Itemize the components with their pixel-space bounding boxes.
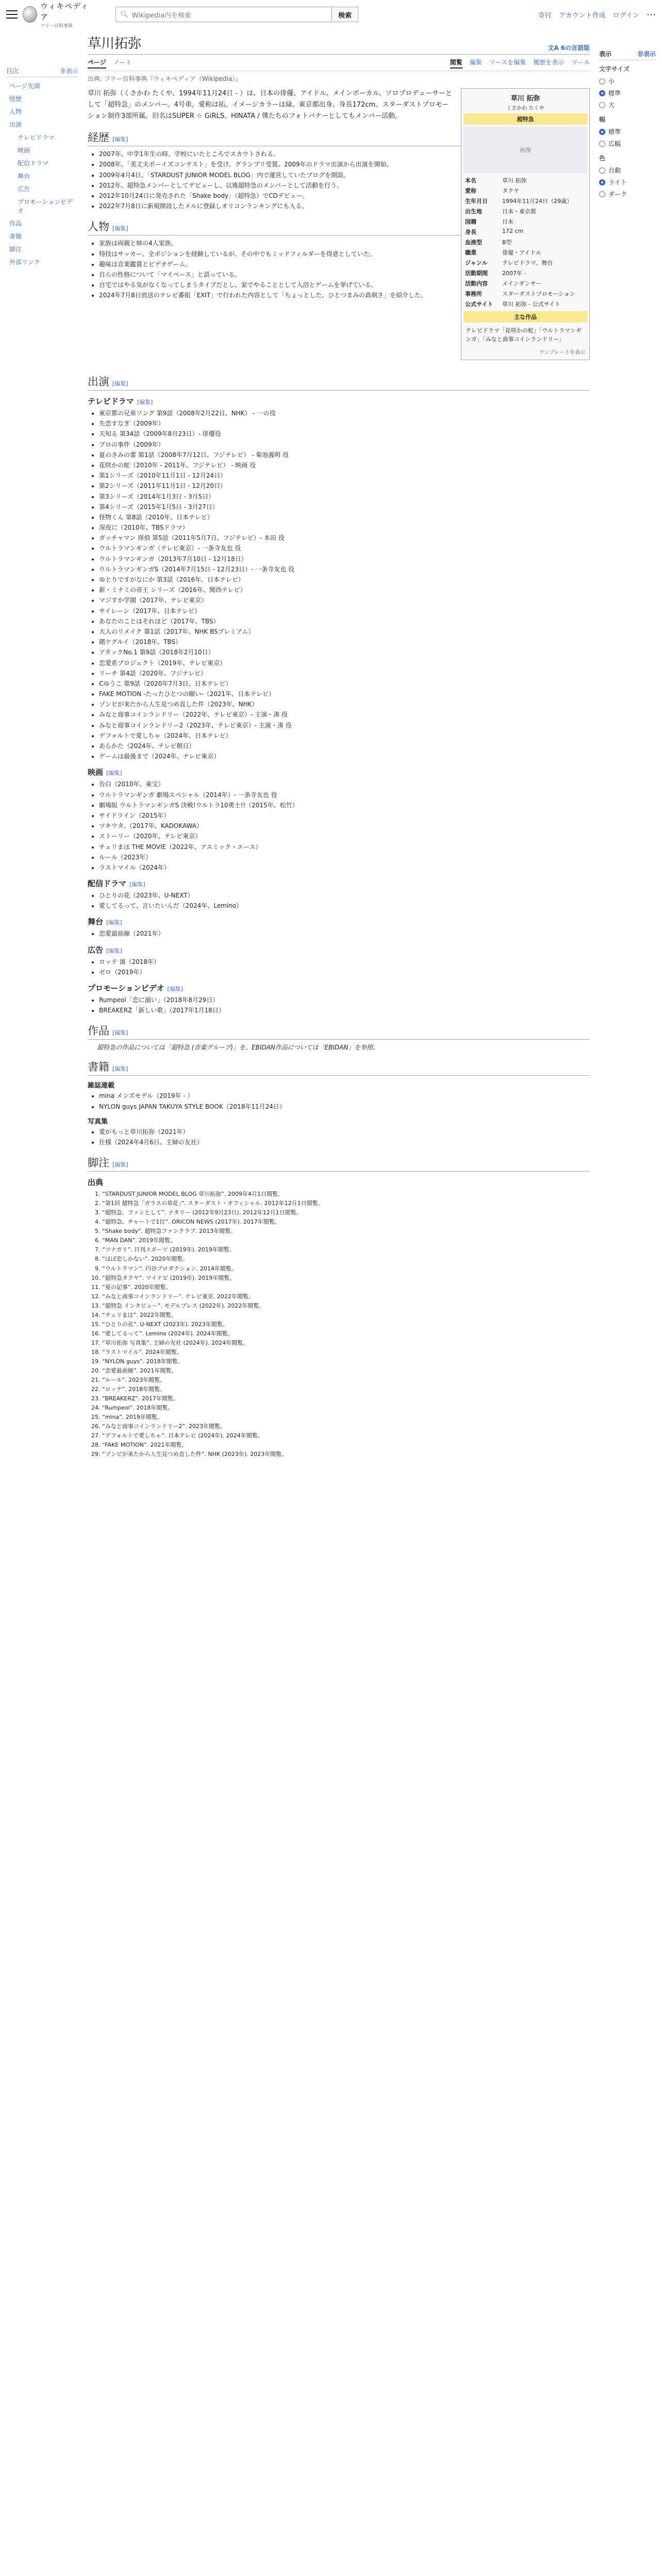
section-notes-heading: 脚注 [編集]	[88, 1155, 590, 1172]
list-item: • 2008年、「美丈夫ボーイズコンテスト」を受け、グランプリ受賞。2009年のドラマ出演から出演を開始。	[99, 160, 590, 170]
list-item: • アタックNo.1 第9話（2018年2月10日）	[99, 648, 590, 657]
reference-item: 20. “恋愛最前線”. 2021年閲覧。	[102, 1366, 590, 1375]
toc-label: 目次	[6, 67, 19, 75]
list-item: • あらかた（2024年、テレビ朝日）	[99, 741, 590, 751]
list-item: • みなと商事コインランドリー（2022年、テレビ東京）- 主演・湊 役	[99, 710, 590, 720]
reference-item: 7. “ツナガリ”. 日刊スポーツ (2019年). 2019年閲覧。	[102, 1245, 590, 1254]
list-item: • 第2シリーズ（2011年11月1日 - 12月20日）	[99, 481, 590, 491]
stream-heading-text: 配信ドラマ	[88, 879, 127, 889]
list-item: • 大人のリメイク 第1話（2017年、NHK BSプレミアム）	[99, 627, 590, 637]
appearance-hide-button[interactable]: 非表示	[637, 50, 656, 58]
list-item: • ストーリー（2020年、テレビ東京）	[99, 832, 590, 841]
works-hatnote: 超特急の作品については「超特急 (音楽グループ)」を、EBIDAN作品については「EBIDAN」を参照。	[97, 1044, 379, 1052]
infobox-image: 画像	[464, 127, 587, 173]
list-item: • デフォルトで愛しちゃ（2024年、日本テレビ）	[99, 731, 590, 741]
list-item: • 仕様（2024年4月6日、主婦の友社）	[99, 1138, 590, 1147]
tab-page[interactable]: ページ	[88, 58, 106, 69]
reference-item: 26. “みなと商事コインランドリー2”. 2023年閲覧。	[102, 1422, 590, 1431]
infobox-value: 俳優・アイドル	[502, 249, 542, 256]
infobox-value: 草川 拓弥	[502, 177, 527, 184]
infobox-row	[464, 299, 587, 309]
toc-item-books[interactable]: 書籍	[9, 233, 22, 240]
infobox-value: タクヤ	[502, 188, 519, 194]
list-item: • Cゆうこ 第9話（2020年7月3日、日本テレビ）	[99, 679, 590, 689]
reference-item: 17. “草川拓弥 写真集”. 主婦の友社 (2024年). 2024年閲覧。	[102, 1338, 590, 1347]
reference-item: 13. “超特急 インタビュー”. モデルプレス (2022年). 2022年閲覧。	[102, 1301, 590, 1310]
list-item: • マジすか学園（2017年、テレビ東京）	[99, 596, 590, 605]
reference-item: 15. “ひとりの花”. U-NEXT (2023年). 2023年閲覧。	[102, 1320, 590, 1329]
list-item: • 第3シリーズ（2014年1月3日 - 3月5日）	[99, 492, 590, 502]
infobox-key: 本名	[465, 177, 476, 184]
list-item: • リーチ 第4話（2020年、フジテレビ）	[99, 669, 590, 679]
list-item: • ウルトラマンギンガ（テレビ東京）- 一条寺友也 役	[99, 544, 590, 553]
reference-item: 29. “ゾンビが来たから人生見つめ直した件”. NHK (2023年). 2023年閲覧。	[102, 1450, 590, 1459]
wikipedia-globe-icon	[23, 6, 37, 23]
list-item: • 2022年7月8日に新規開設したメルに登録しオリコンランキングにも入る。	[99, 201, 590, 211]
infobox-key: 愛称	[465, 188, 476, 194]
reference-item: 18. “ラストマイル”. 2024年閲覧。	[102, 1348, 590, 1357]
reference-item: 24. “Rumpeol”. 2018年閲覧。	[102, 1403, 590, 1412]
stage-heading-text: 舞台	[88, 917, 104, 927]
infobox	[461, 88, 590, 360]
list-item: • ゆとりですがなにか 第3話（2016年、日本テレビ）	[99, 575, 590, 585]
list-item: • 夏のきみの蕾 第1話（2008年7月12日、フジテレビ） - 菊池義明 役	[99, 450, 590, 460]
list-item: • みなと商事コインランドリー2（2023年、テレビ東京）- 主演・湊 役	[99, 721, 590, 731]
list-item: • ウルトラマンギンガ 劇場スペシャル（2014年）- 一条寺友也 役	[99, 790, 590, 800]
photobook-list	[88, 1127, 590, 1147]
appearance-panel	[599, 29, 656, 1459]
infobox-key: 活動内容	[465, 280, 488, 287]
list-item: • 東京都の兄弟ソング 第9話（2008年2月22日、NHK） - 一の役	[99, 409, 590, 418]
works-heading-text: 作品	[88, 1025, 109, 1038]
list-item: • チェリまほ THE MOVIE（2022年、アスミック・エース）	[99, 842, 590, 852]
section-appearances-heading: 出演 [編集]	[88, 374, 590, 391]
edit-movie-link[interactable]: 編集	[108, 770, 120, 777]
tab-read[interactable]: 閲覧	[450, 58, 462, 69]
appearances-heading-text: 出演	[88, 376, 109, 388]
toc-item-ad[interactable]: 広告	[18, 185, 30, 193]
reference-item: 21. “ルール”. 2023年閲覧。	[102, 1376, 590, 1384]
toc-item-stream[interactable]: 配信ドラマ	[18, 160, 49, 167]
page-title: 草川拓弥	[88, 36, 142, 52]
toc-item-pv[interactable]: プロモーションビデオ	[18, 198, 73, 214]
refs-sub-heading: 出典	[88, 1178, 104, 1188]
notes-heading-text: 脚注	[88, 1157, 109, 1170]
text-size-standard-label: 標準	[608, 90, 621, 97]
list-item: • 失恋すなぎ（2009年）	[99, 419, 590, 429]
lead-paragraph: 草川 拓弥（くさかわ たくや、1994年11月24日 - ）は、日本の俳優、アイドル。メインボーカル、ソロプロデューサーとして「超特急」のメンバー。4号車。愛称は拓。イメージカラーは緑。東京都出身。身長172cm。スターダストプロモーション制作3部所属。旧名はSUPER ☆ GiRLS、HINATA / 僕たちのフォトバナーとしてもメンバー活動。	[88, 90, 452, 121]
ad-list	[88, 957, 590, 977]
translate-icon: 文A	[548, 44, 559, 52]
reference-item: 6. “MAN DAN”. 2019年閲覧。	[102, 1236, 590, 1245]
infobox-key: 血液型	[465, 239, 482, 246]
list-item: • ツキウタ。（2017年、KADOKAWA）	[99, 821, 590, 831]
site-header	[0, 0, 662, 29]
section-ad-heading: 広告 [編集]	[88, 945, 122, 955]
books-sub-heading: 雑誌連載	[88, 1082, 115, 1090]
reference-item: 16. “愛してるって”. Lemino (2024年). 2024年閲覧。	[102, 1329, 590, 1338]
infobox-key: 事務所	[465, 291, 482, 297]
reference-item: 1. “STARDUST JUNIOR MODEL BLOG 草川拓弥”. 2009年4月1日閲覧。	[102, 1190, 590, 1198]
list-item: • 2012年、超特急メンバーとしてデビューし、以後超特急のメンバーとして活動を行う。	[99, 181, 590, 191]
reference-item: 10. “超特急タクヤ”. マイナビ (2019年). 2019年閲覧。	[102, 1274, 590, 1282]
width-wide-label: 広幅	[608, 140, 621, 147]
movie-list	[88, 779, 590, 873]
text-size-large[interactable]	[599, 99, 656, 111]
infobox-row	[464, 206, 587, 216]
books-heading-text: 書籍	[88, 1061, 109, 1074]
infobox-value: 日本・東京都	[502, 208, 536, 215]
list-item: • 愛してるって、言いたいんだ（2024年、Lemino）	[99, 901, 590, 911]
section-works-heading: 作品 [編集]	[88, 1023, 590, 1040]
ad-heading-text: 広告	[88, 945, 104, 955]
infobox-key: 生年月日	[465, 198, 488, 205]
list-item: • Rumpeol「恋に溺い」（2018年8月29日）	[99, 995, 590, 1005]
infobox-row	[464, 216, 587, 227]
infobox-row	[464, 196, 587, 206]
appearance-title: 表示	[599, 50, 612, 58]
reference-item: 8. “ほぼ恋しかない”. 2020年閲覧。	[102, 1255, 590, 1263]
text-size-small[interactable]	[599, 75, 656, 87]
color-light-label: ライト	[608, 179, 627, 186]
edit-books-link[interactable]: 編集	[114, 1065, 126, 1073]
reference-item: 28. “FAKE MOTION”. 2021年閲覧。	[102, 1440, 590, 1449]
color-light[interactable]	[599, 176, 656, 188]
list-item: • 愛がもっと草川拓弥（2021年）	[99, 1127, 590, 1137]
section-person-heading: 人物 [編集]	[88, 218, 590, 235]
reference-item: 2. “第1回 超特急「ガラスの草花」”. スターダスト・オフィシャル. 2012年12月1日閲覧。	[102, 1199, 590, 1208]
list-item: • 深夜に（2010年、TBSドラマ）	[99, 523, 590, 533]
pv-list	[88, 995, 590, 1015]
toc-item-tv[interactable]: テレビドラマ	[18, 134, 55, 141]
search-placeholder: Wikipedia内を検索	[131, 11, 191, 20]
toc-item-notes[interactable]: 脚注	[9, 246, 22, 253]
color-dark[interactable]	[599, 188, 656, 200]
list-item: • ゾンビが来たから人生見つめ直した件（2023年、NHK）	[99, 700, 590, 709]
edit-career-link[interactable]: 編集	[114, 136, 126, 143]
search-form	[115, 7, 358, 22]
list-item: • 趣味は音楽鑑賞とビデオゲーム。	[99, 260, 590, 269]
table-of-contents	[6, 29, 78, 1459]
text-size-label: 文字サイズ	[599, 65, 630, 73]
create-account-link[interactable]: アカウント作成	[558, 11, 606, 20]
infobox-notable: テレビドラマ「花咲かの蛇」「ウルトラマンギンガ」「みなと商事コインランドリー」	[466, 327, 582, 343]
section-stream-heading: 配信ドラマ [編集]	[88, 879, 145, 889]
toc-item-top[interactable]: ページ先頭	[9, 82, 40, 90]
edit-person-link[interactable]: 編集	[114, 225, 126, 232]
color-auto-label: 自動	[608, 167, 621, 174]
list-item: • BREAKERZ「新しい歌」（2017年1月18日）	[99, 1006, 590, 1015]
tab-talk[interactable]: ノート	[113, 59, 132, 66]
infobox-title: 草川 拓弥	[510, 95, 540, 103]
infobox-row	[464, 227, 587, 237]
infobox-row	[464, 175, 587, 185]
section-books-heading: 書籍 [編集]	[88, 1059, 590, 1076]
width-standard-label: 標準	[608, 128, 621, 135]
infobox-row	[464, 268, 587, 278]
toc-item-works[interactable]: 作品	[9, 220, 22, 227]
infobox-key: 公式サイト	[465, 301, 493, 308]
personal-tools	[538, 9, 656, 20]
list-item: • プロの事件（2009年）	[99, 440, 590, 450]
infobox-key: 活動期間	[465, 270, 488, 277]
books-sub-heading-2: 写真集	[88, 1117, 108, 1126]
list-item: • ひとりの花（2023年、U-NEXT）	[99, 891, 590, 901]
edit-stage-link[interactable]: 編集	[108, 919, 120, 926]
tab-tools[interactable]: ツール	[571, 59, 590, 66]
search-input[interactable]	[115, 7, 332, 22]
infobox-value: 日本	[502, 218, 514, 225]
infobox-row	[464, 247, 587, 258]
main-menu-icon[interactable]	[6, 10, 18, 19]
list-item: • サイドライン（2015年）	[99, 811, 590, 821]
width-label: 幅	[599, 116, 606, 123]
infobox-value: メインダンサー	[502, 280, 542, 287]
list-item: • 賭ケグルイ（2018年、TBS）	[99, 637, 590, 647]
infobox-row	[464, 258, 587, 268]
reference-item: 5. “Shake body”. 超特急ファンクラブ. 2013年閲覧。	[102, 1227, 590, 1235]
infobox-notable-heading: 主な作品	[464, 311, 587, 323]
edit-works-link[interactable]: 編集	[114, 1029, 126, 1037]
infobox-key: 職業	[465, 249, 476, 256]
language-button-label: 6の言語版	[560, 44, 590, 52]
infobox-table	[464, 175, 587, 309]
infobox-row	[464, 278, 587, 289]
section-stage-heading: 舞台 [編集]	[88, 917, 122, 927]
stream-list	[88, 891, 590, 911]
from-line: 出典: フリー百科事典『ウィキペディア（Wikipedia）』	[88, 75, 242, 82]
list-item: • 2024年7月8日放送のテレビ番組「EXIT」で行われた内容として「ちょっとした、ひとつまみの真剣さ」を紹介した。	[99, 291, 590, 300]
list-item: • ゲームは最後まで（2024年、テレビ東京）	[99, 752, 590, 761]
section-pv-heading: プロモーションビデオ [編集]	[88, 984, 184, 993]
list-item: • 2012年10月24日に発売された「Shake body」（超特急）でCDデビュー。	[99, 191, 590, 201]
toc-item-movie[interactable]: 映画	[18, 147, 30, 154]
list-item: • ガッチャマン 探偵 第5話（2011年5月7日、フジテレビ）- 本田 役	[99, 533, 590, 543]
list-item: • 第1シリーズ（2010年11月1日 - 12月24日）	[99, 471, 590, 481]
reference-item: 19. “NYLON guys”. 2018年閲覧。	[102, 1357, 590, 1366]
section-movie-heading: 映画 [編集]	[88, 768, 122, 777]
reference-item: 25. “mina”. 2019年閲覧。	[102, 1413, 590, 1421]
toc-item-stage[interactable]: 舞台	[18, 173, 30, 180]
reference-item: 27. “デフォルトで愛しちゃ”. 日本テレビ (2024年). 2024年閲覧。	[102, 1431, 590, 1440]
stage-list	[88, 929, 590, 939]
tab-edit[interactable]: 編集	[469, 59, 482, 66]
color-dark-label: ダーク	[608, 191, 627, 198]
tab-history[interactable]: 履歴を表示	[533, 59, 565, 66]
infobox-value: 2007年 -	[502, 270, 526, 277]
site-title: ウィキペディア	[40, 1, 89, 22]
main-content	[78, 29, 599, 1459]
list-item: • 新・ミナミの帝王 シリーズ（2016年、関西テレビ）	[99, 585, 590, 595]
toc-item-external[interactable]: 外部リンク	[9, 259, 40, 266]
edit-appearances-link[interactable]: 編集	[114, 380, 126, 387]
list-item: • 恋愛最前線（2021年）	[99, 929, 590, 939]
infobox-key: 身長	[465, 229, 476, 235]
list-item: • NYLON guys JAPAN TAKUYA STYLE BOOK（2018年11月24日）	[99, 1102, 590, 1112]
reference-item: 4. “超特急、チャートで1位”. ORICON NEWS (2017年). 2017年閲覧。	[102, 1217, 590, 1226]
list-item: • 天知る 第34話（2009年8月23日）- 俳優役	[99, 429, 590, 439]
infobox-band: 超特急	[464, 113, 587, 125]
list-item: • 自らの性格について「マイペース」と語っている。	[99, 270, 590, 280]
list-item: • 告白（2010年、東宝）	[99, 779, 590, 789]
list-item: • あなたのことはそれほど（2017年、TBS）	[99, 617, 590, 626]
donate-link[interactable]: 寄付	[538, 11, 552, 20]
text-size-standard[interactable]	[599, 87, 656, 99]
toc-hide-button[interactable]: 非表示	[59, 67, 78, 75]
edit-pv-link[interactable]: 編集	[169, 986, 181, 992]
reference-item: 23. “BREAKERZ”. 2017年閲覧。	[102, 1394, 590, 1403]
reference-item: 3. “超特急、ファンとして”. ナタリー (2012年9月23日). 2012年12月1日閲覧。	[102, 1208, 590, 1217]
person-heading-text: 人物	[88, 221, 109, 233]
list-item: • 特技はサッカー。全ポジションを経験しているが、その中でもミッドフィルダーを得意としていた。	[99, 249, 590, 259]
page-tabs	[88, 55, 590, 71]
color-label: 色	[599, 155, 606, 162]
edit-notes-link[interactable]: 編集	[114, 1161, 126, 1168]
list-item: • 恋愛系プロジェクト（2019年、テレビ東京）	[99, 658, 590, 668]
reference-item: 14. “チェリまほ”. 2022年閲覧。	[102, 1311, 590, 1319]
pv-heading-text: プロモーションビデオ	[88, 984, 164, 993]
infobox-row	[464, 237, 587, 247]
infobox-value: テレビドラマ、舞台	[502, 260, 553, 266]
list-item: • ルール（2023年）	[99, 853, 590, 862]
width-standard[interactable]	[599, 126, 656, 138]
movie-heading-text: 映画	[88, 768, 104, 777]
list-item: • ウルトラマンギンガ（2013年7月10日 - 12月18日）	[99, 554, 590, 564]
infobox-value: スターダストプロモーション	[502, 291, 575, 297]
infobox-value: 172 cm	[502, 228, 524, 234]
section-tv-heading: テレビドラマ [編集]	[88, 397, 153, 406]
color-auto[interactable]	[599, 164, 656, 176]
edit-ad-link[interactable]: 編集	[108, 947, 120, 954]
toc-item-career[interactable]: 経歴	[9, 95, 22, 103]
career-heading-text: 経歴	[88, 131, 109, 144]
section-career-heading: 経歴 [編集]	[88, 129, 590, 146]
list-item: • 第4シリーズ（2015年1月5日 - 3月27日）	[99, 502, 590, 512]
list-item: • 花咲かの蛇（2010年 - 2011年、フジテレビ） - 映画 役	[99, 461, 590, 470]
list-item: • ウルトラマンギンガS（2014年7月15日 - 12月23日）- 一条寺友也 役	[99, 565, 590, 574]
search-icon: 🔍︎	[120, 10, 129, 19]
list-item: • 怪物くん 第8話（2010年、日本テレビ）	[99, 513, 590, 522]
edit-tv-link[interactable]: 編集	[139, 399, 151, 405]
infobox-kana: くさかわ たくや	[506, 106, 544, 111]
list-item: • 劇場版 ウルトラマンギンガS 決戦!ウルトラ10勇士!!（2015年、松竹）	[99, 801, 590, 810]
infobox-value: 草川 拓弥 - 公式サイト	[502, 301, 560, 308]
infobox-row	[464, 289, 587, 299]
tv-list	[88, 409, 590, 761]
text-size-small-label: 小	[608, 78, 615, 85]
infobox-template-link[interactable]: テンプレートを表示	[539, 350, 585, 355]
infobox-row	[464, 185, 587, 196]
references-list	[88, 1190, 590, 1459]
reference-item: 9. “ウルトラマン”. 円谷プロダクション. 2014年閲覧。	[102, 1264, 590, 1273]
list-item: • mina メンズモデル（2019年 - ）	[99, 1091, 590, 1101]
infobox-value: 1994年11月24日（29歳）	[502, 198, 572, 205]
books-list	[88, 1091, 590, 1111]
toc-item-appearances[interactable]: 出演	[9, 121, 22, 128]
infobox-value: B型	[502, 239, 512, 246]
reference-item: 11. “夏の記事”. 2020年閲覧。	[102, 1283, 590, 1292]
infobox-key: ジャンル	[465, 260, 488, 266]
list-item: • サイレーン（2017年、日本テレビ）	[99, 606, 590, 616]
list-item: • ラストマイル（2024年）	[99, 863, 590, 873]
toc-item-person[interactable]: 人物	[9, 108, 22, 115]
login-link[interactable]: ログイン	[613, 11, 639, 20]
edit-stream-link[interactable]: 編集	[131, 881, 143, 888]
list-item: • FAKE MOTION -たったひとつの願い-（2021年、日本テレビ）	[99, 689, 590, 699]
list-item: • ロッテ 演（2018年）	[99, 957, 590, 967]
reference-item: 22. “ロッテ”. 2018年閲覧。	[102, 1385, 590, 1394]
list-item: • 2007年、中学1年生の時、学校にいたところでスカウトされる。	[99, 149, 590, 159]
list-item: • 自宅ではやる気がなくなってしまうタイプだとし、家でやることとして入浴とゲームを挙げている。	[99, 280, 590, 290]
list-item: • 家族は両親と姉の4人家族。	[99, 239, 590, 248]
reference-item: 12. “みなと商事コインランドリー”. テレビ東京. 2022年閲覧。	[102, 1292, 590, 1301]
text-size-large-label: 大	[608, 101, 615, 109]
site-logo[interactable]	[23, 1, 90, 29]
list-item: • 2009年4月4日、「STARDUST JUNIOR MODEL BLOG」内で運営していたブログを開設。	[99, 171, 590, 180]
infobox-key: 出生地	[465, 208, 482, 215]
tv-heading-text: テレビドラマ	[88, 397, 134, 406]
search-button[interactable]: 検索	[332, 7, 358, 22]
language-button[interactable]	[548, 43, 590, 52]
list-item: • ゼロ（2019年）	[99, 968, 590, 977]
infobox-key: 国籍	[465, 218, 476, 225]
width-wide[interactable]	[599, 138, 656, 149]
tab-edit-source[interactable]: ソースを編集	[489, 59, 526, 66]
site-subtitle: フリー百科事典	[40, 23, 73, 29]
more-options-icon[interactable]: ⋯	[647, 9, 656, 20]
